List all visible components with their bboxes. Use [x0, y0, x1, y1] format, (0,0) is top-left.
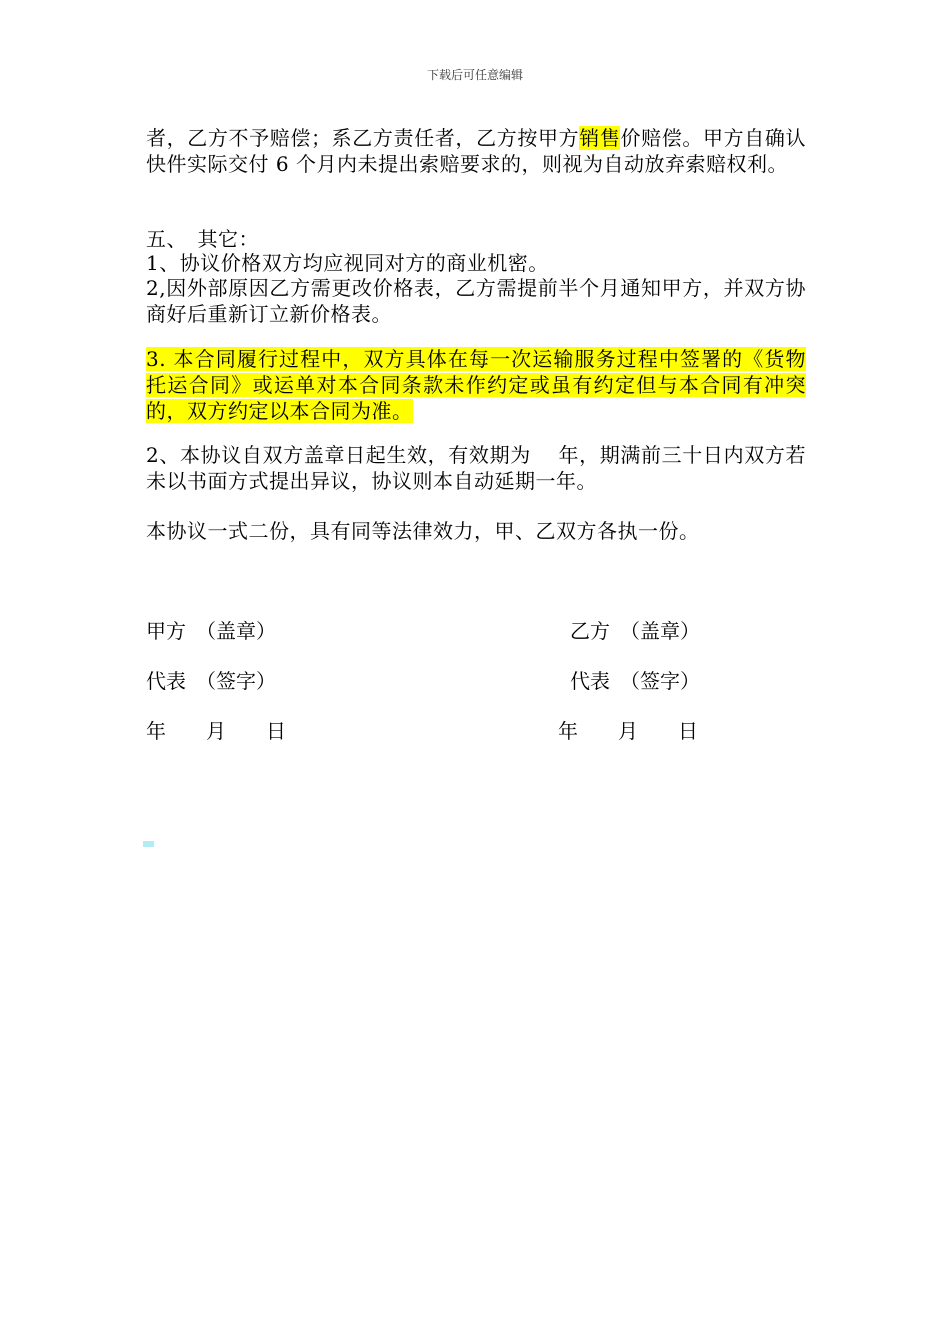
small-cyan-marker [143, 841, 154, 847]
clause-item-3-highlighted: 3. 本合同履行过程中，双方具体在每一次运输服务过程中签署的《货物托运合同》或运单对本合同条款未作约定或虽有约定但与本合同有冲突的，双方约定以本合同为准。 [146, 347, 806, 423]
clause-item-2: 2,因外部原因乙方需更改价格表，乙方需提前半个月通知甲方，并双方协商好后重新订立新价格表。 [146, 276, 806, 326]
header-note: 下载后可任意编辑 [426, 68, 523, 82]
highlighted-word-sales: 销售 [579, 126, 621, 150]
party-a-date-label: 年 月 日 [146, 719, 286, 743]
party-b-seal-label: 乙方 （盖章） [570, 619, 700, 643]
clause-item-1: 1、协议价格双方均应视同对方的商业机密。 [146, 251, 549, 275]
party-a-seal-label: 甲方 （盖章） [146, 619, 276, 643]
section-title-other: 五、 其它： [146, 227, 259, 251]
party-a-rep-label: 代表 （签字） [146, 669, 276, 693]
paragraph-compensation [146, 125, 806, 177]
party-b-date-label: 年 月 日 [558, 719, 698, 743]
copies-statement: 本协议一式二份，具有同等法律效力，甲、乙双方各执一份。 [146, 519, 700, 543]
clause-item-3 [146, 346, 806, 424]
paragraph-compensation-part1: 者，乙方不予赔偿；系乙方责任者，乙方按甲方 [146, 126, 580, 150]
paragraph-compensation-part2: 价赔偿。甲方自确认快件实际交付 6 个月内未提出索赔要求的，则视为自动放弃索赔权利。 [146, 126, 807, 176]
clause-item-4: 2、本协议自双方盖章日起生效，有效期为 年，期满前三十日内双方若未以书面方式提出异议，协议则本自动延期一年。 [146, 443, 806, 493]
party-b-rep-label: 代表 （签字） [570, 669, 700, 693]
